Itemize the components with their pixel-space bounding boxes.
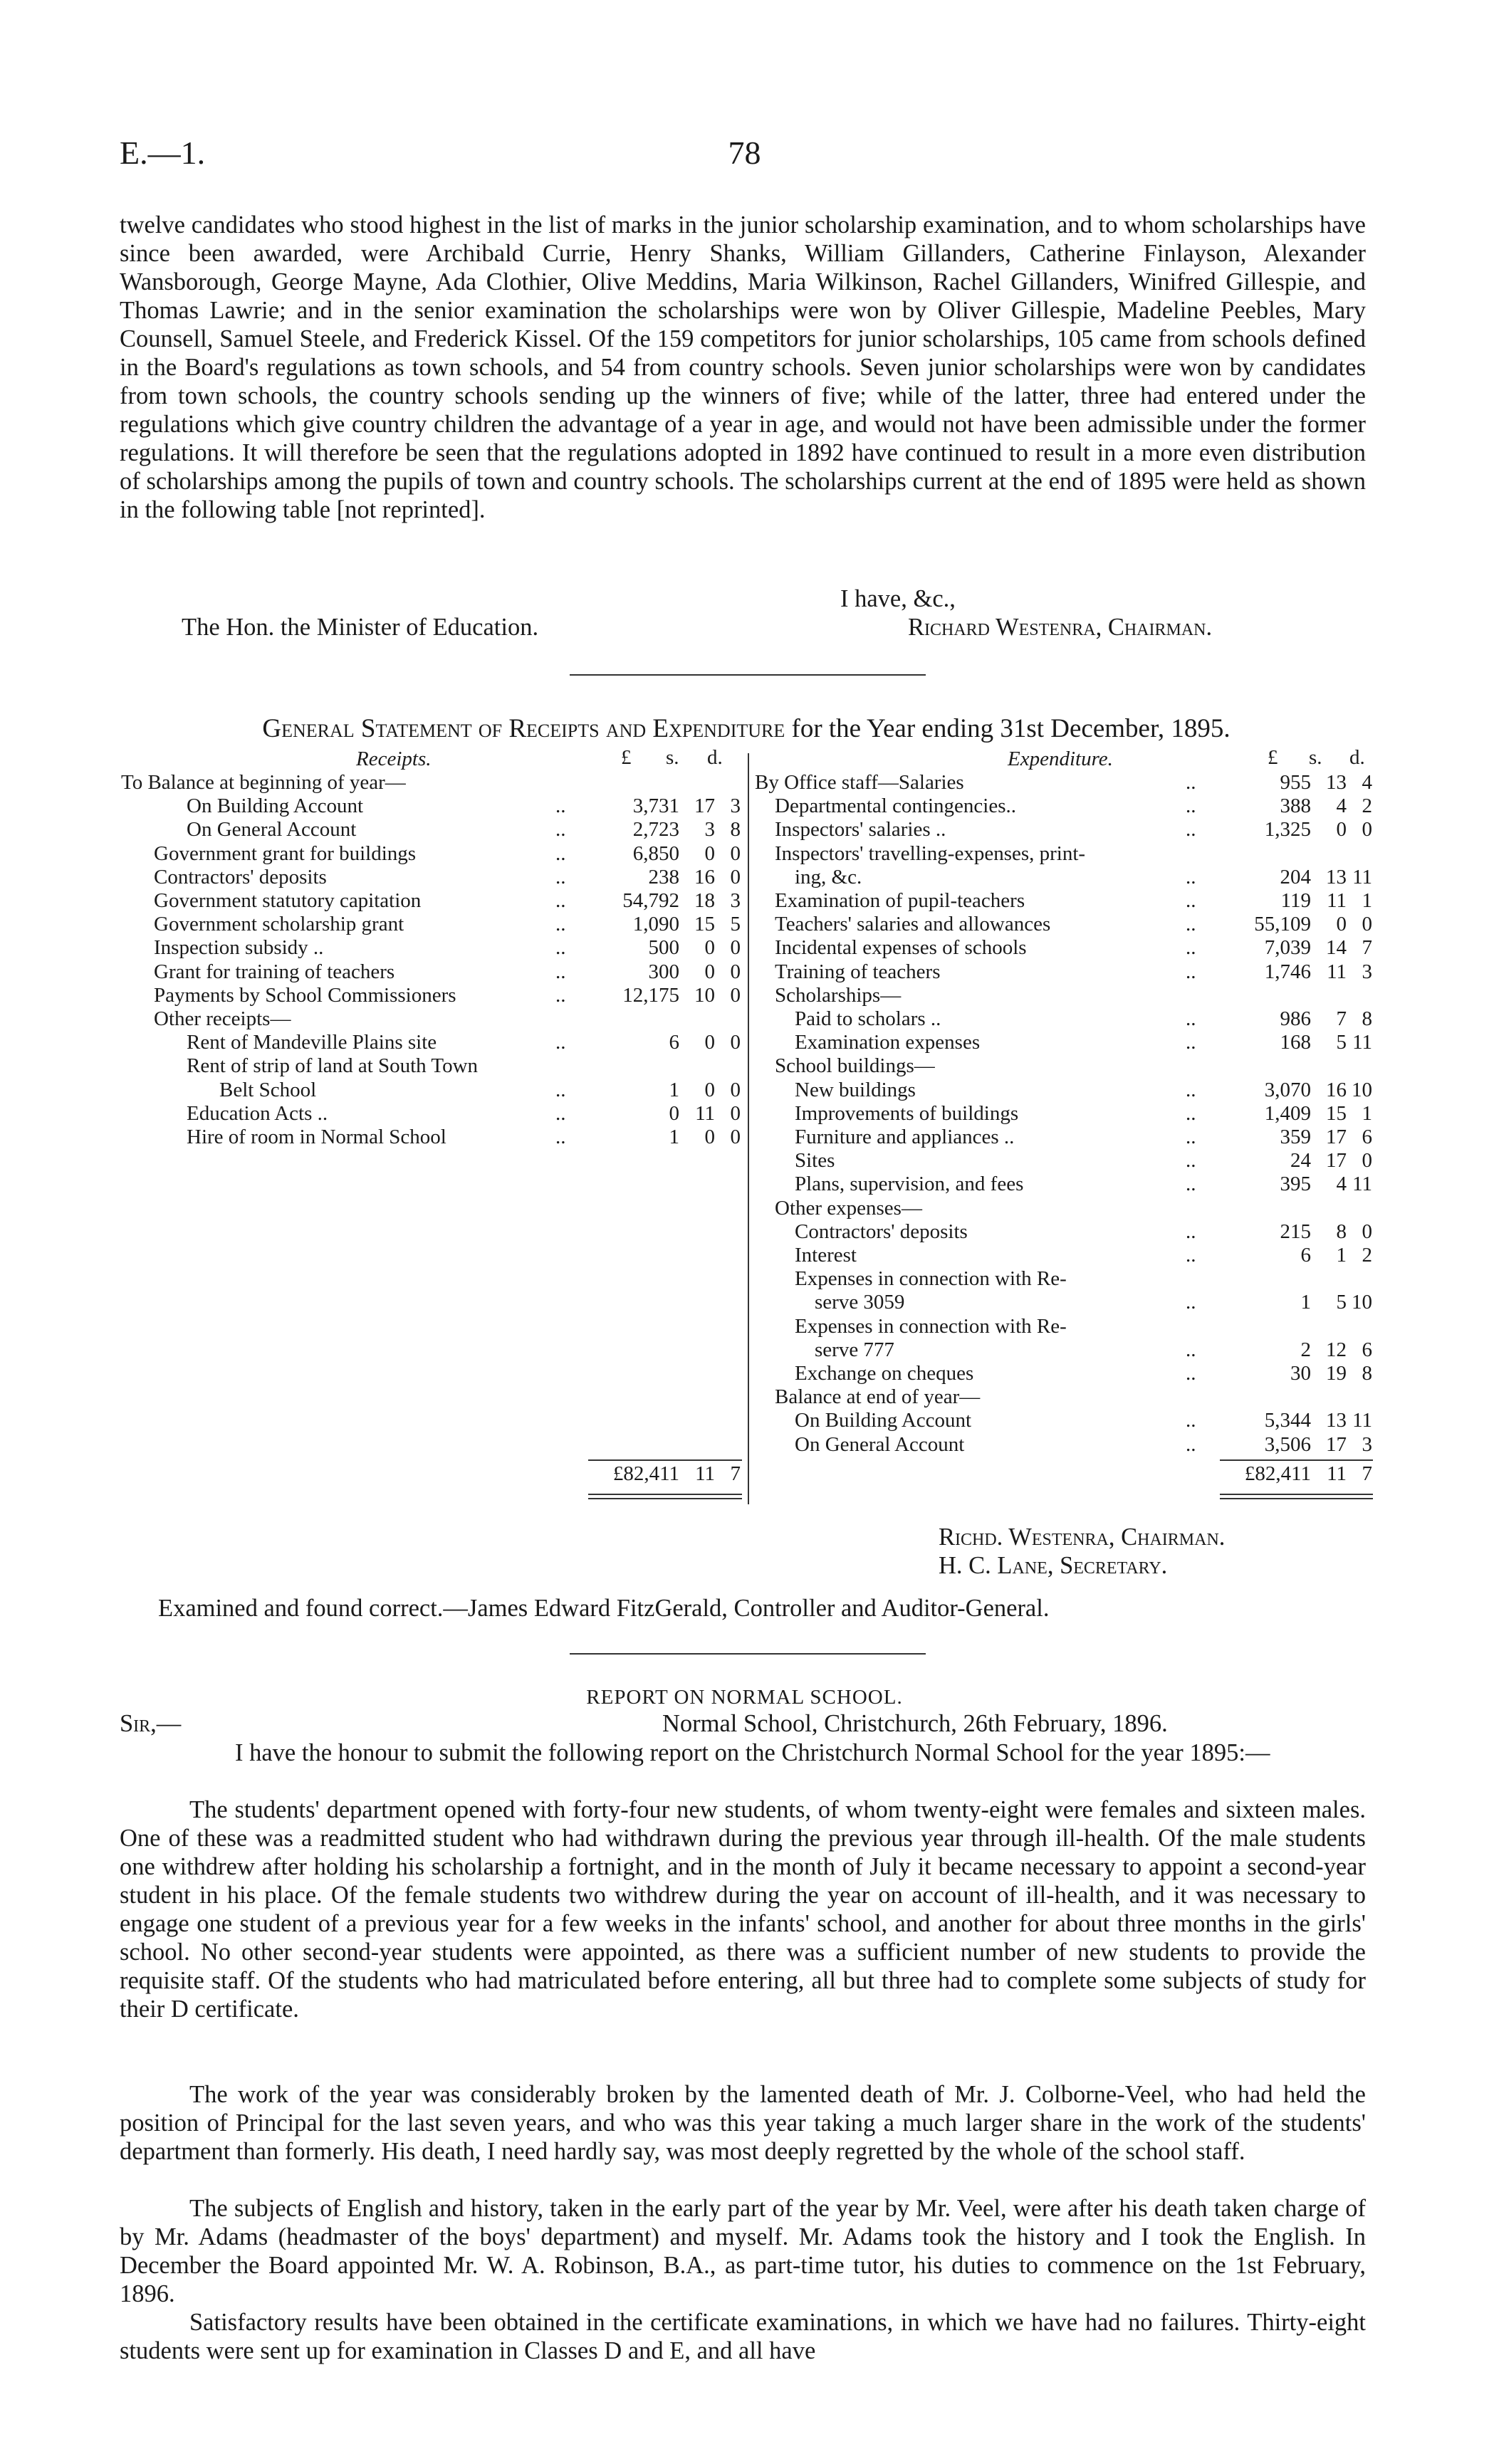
expenditure-row-shillings: 17: [1326, 1432, 1347, 1456]
expenditure-row-shillings: 11: [1327, 960, 1347, 983]
report-salutation: Sir,—: [120, 1710, 182, 1737]
receipts-total-rule-top: [588, 1459, 742, 1461]
receipts-row-pounds: 3,731: [632, 795, 679, 818]
receipts-unit-shillings: s.: [666, 746, 679, 769]
receipts-row-pence: 8: [730, 818, 741, 842]
expenditure-row-label: School buildings—: [775, 1054, 935, 1078]
expenditure-row-shillings: 17: [1326, 1149, 1347, 1173]
expenditure-row-pence: 0: [1362, 913, 1372, 936]
receipts-row-pounds: 500: [648, 936, 679, 960]
expenditure-row-pence: 4: [1362, 771, 1372, 794]
expenditure-row-pounds: 168: [1280, 1031, 1311, 1054]
receipts-total-shillings: 11: [695, 1462, 715, 1485]
expenditure-heading: Expenditure.: [1008, 748, 1113, 770]
expenditure-row-pounds: 3,506: [1264, 1432, 1311, 1456]
receipts-row-label: Inspection subsidy ..: [154, 936, 324, 960]
expenditure-row-pounds: 204: [1280, 865, 1311, 888]
receipts-row-leader: ..: [555, 865, 566, 888]
expenditure-row-label: Plans, supervision, and fees: [795, 1173, 1024, 1196]
receipts-row-label: Rent of Mandeville Plains site: [187, 1031, 437, 1054]
expenditure-row-pence: 11: [1352, 1173, 1372, 1196]
expenditure-row-pence: 6: [1362, 1126, 1372, 1148]
receipts-row-pounds: 54,792: [622, 889, 679, 912]
expenditure-row-pounds: 7,039: [1264, 936, 1311, 960]
receipts-row-pence: 0: [730, 1078, 741, 1101]
receipts-row-shillings: 0: [704, 1031, 715, 1054]
receipts-row-label: Contractors' deposits: [154, 865, 327, 888]
statement-title-rest: for the Year ending 31st December, 1895.: [785, 714, 1231, 743]
receipts-row-pence: 0: [730, 865, 741, 888]
expenditure-row-pence: 2: [1362, 1244, 1372, 1267]
receipts-row-leader: ..: [555, 983, 566, 1007]
receipts-row-leader: ..: [555, 1078, 566, 1101]
receipts-row-leader: ..: [555, 795, 566, 818]
statement-title: [120, 713, 1373, 744]
intro-paragraph: twelve candidates who stood highest in the list of marks in the junior scholarship examination, and to whom scholarships have since been awarded, were Archibald Currie, Henry Shanks, William Gillanders, Catherine Finlayson, Alexander Wansborough, George Mayne, Ada Clothier, Olive Meddins, Maria Wilkinson, Rachel Gillanders, Winifred Gillespie, and Thomas Lawrie; and in the senior examination the scholarships were won by Oliver Gillespie, Madeline Peebles, Mary Counsell, Samuel Steele, and Frederick Kissel. Of the 159 competitors for junior scholarships, 105 came from schools defined in the Board's regulations as town schools, and 54 from country schools. Seven junior scholarships were won by candidates from town schools, the country schools sending up the winners of five; while of the latter, three had entered under the regulations which give country children the advantage of a year in age, and would not have been admissible under the former regulations. It will therefore be seen that the regulations adopted in 1892 have continued to result in a more even distribution of scholarships among the pupils of town and country schools. The scholarships current at the end of 1895 were held as shown in the following table [not reprinted].: [120, 211, 1366, 523]
expenditure-row-leader: ..: [1186, 771, 1196, 794]
expenditure-total-rule-top: [1220, 1459, 1373, 1461]
receipts-total-rule-b: [588, 1498, 742, 1499]
expenditure-row-label: serve 3059: [815, 1291, 905, 1314]
expenditure-row-leader: ..: [1186, 1362, 1196, 1385]
receipts-row-pence: 0: [730, 1031, 741, 1054]
expenditure-row-shillings: 4: [1336, 1173, 1347, 1196]
expenditure-row-pounds: 215: [1280, 1220, 1311, 1243]
expenditure-row-shillings: 13: [1326, 1409, 1347, 1432]
expenditure-row-label: Paid to scholars ..: [795, 1007, 941, 1030]
expenditure-row-label: Teachers' salaries and allowances: [775, 913, 1051, 936]
receipts-row-leader: ..: [555, 1101, 566, 1125]
expenditure-row-label: On General Account: [795, 1432, 965, 1456]
report-paragraph-4: The subjects of English and history, taken in the early part of the year by Mr. Veel, were after his death taken charge of by Mr. Adams (headmaster of the boys' department) and myself. Mr. Adams took the history and I took the English. In December the Board appointed Mr. W. A. Robinson, B.A., as part-time tutor, his duties to commence on the 1st February, 1896.: [120, 2195, 1366, 2307]
expenditure-row-pounds: 55,109: [1254, 913, 1311, 936]
expenditure-row-label: serve 777: [815, 1338, 894, 1361]
expenditure-row-pounds: 395: [1280, 1173, 1311, 1196]
expenditure-row-pence: 1: [1362, 1101, 1372, 1125]
receipts-row-label: Other receipts—: [154, 1007, 291, 1030]
signature-secretary: H. C. Lane, Secretary.: [939, 1552, 1168, 1579]
expenditure-row-label: Examination of pupil-teachers: [775, 889, 1025, 912]
receipts-row-shillings: 0: [704, 960, 715, 983]
expenditure-row-shillings: 0: [1336, 913, 1347, 936]
expenditure-row-pounds: 24: [1290, 1149, 1311, 1173]
receipts-row-pence: 0: [730, 1126, 741, 1148]
expenditure-total-rule-a: [1220, 1494, 1373, 1495]
expenditure-row-shillings: 16: [1326, 1078, 1347, 1101]
expenditure-row-pounds: 955: [1280, 771, 1311, 794]
receipts-row-leader: ..: [555, 913, 566, 936]
expenditure-row-pence: 8: [1362, 1362, 1372, 1385]
receipts-unit-pounds: £: [621, 746, 632, 769]
report-title: REPORT ON NORMAL SCHOOL.: [586, 1686, 903, 1709]
receipts-row-label: On Building Account: [187, 795, 364, 818]
expenditure-row-label: Incidental expenses of schools: [775, 936, 1027, 960]
expenditure-row-shillings: 5: [1336, 1291, 1347, 1314]
expenditure-row-pounds: 1,746: [1264, 960, 1311, 983]
receipts-row-leader: ..: [555, 818, 566, 842]
expenditure-row-label: Examination expenses: [795, 1031, 981, 1054]
receipts-row-shillings: 0: [704, 1126, 715, 1148]
receipts-total-pence: 7: [730, 1462, 741, 1485]
expenditure-row-leader: ..: [1186, 865, 1196, 888]
receipts-row-shillings: 18: [694, 889, 715, 912]
expenditure-row-leader: ..: [1186, 936, 1196, 960]
receipts-row-pence: 5: [730, 913, 741, 936]
receipts-row-leader: ..: [555, 889, 566, 912]
expenditure-total-pounds: £82,411: [1244, 1462, 1311, 1485]
expenditure-row-leader: ..: [1186, 818, 1196, 842]
receipts-row-label: To Balance at beginning of year—: [121, 771, 406, 794]
expenditure-row-pence: 6: [1362, 1338, 1372, 1361]
receipts-row-shillings: 16: [694, 865, 715, 888]
expenditure-row-pence: 10: [1352, 1291, 1372, 1314]
expenditure-row-pounds: 986: [1280, 1007, 1311, 1030]
receipts-row-pence: 3: [730, 795, 741, 818]
receipts-row-label: Government grant for buildings: [154, 842, 417, 865]
receipts-heading: Receipts.: [356, 748, 432, 770]
expenditure-row-shillings: 0: [1336, 818, 1347, 842]
expenditure-row-pounds: 3,070: [1264, 1078, 1311, 1101]
expenditure-row-shillings: 7: [1336, 1007, 1347, 1030]
expenditure-row-pounds: 6: [1300, 1244, 1311, 1267]
expenditure-row-label: Expenses in connection with Re-: [795, 1314, 1067, 1338]
expenditure-row-leader: ..: [1186, 1409, 1196, 1432]
expenditure-row-pence: 10: [1352, 1078, 1372, 1101]
expenditure-row-shillings: 19: [1326, 1362, 1347, 1385]
expenditure-row-leader: ..: [1186, 1101, 1196, 1125]
receipts-row-pounds: 6: [669, 1031, 679, 1054]
expenditure-total-pence: 7: [1362, 1462, 1372, 1485]
expenditure-row-label: ing, &c.: [795, 865, 862, 888]
expenditure-row-pounds: 2: [1300, 1338, 1311, 1361]
receipts-row-pounds: 0: [669, 1101, 679, 1125]
receipts-row-label: On General Account: [187, 818, 357, 842]
expenditure-row-shillings: 5: [1336, 1031, 1347, 1054]
receipts-total-rule-a: [588, 1494, 742, 1495]
document-code: E.—1.: [120, 135, 206, 171]
expenditure-row-label: Sites: [795, 1149, 835, 1173]
expenditure-row-label: On Building Account: [795, 1409, 972, 1432]
expenditure-row-label: Interest: [795, 1244, 857, 1267]
receipts-row-label: Hire of room in Normal School: [187, 1126, 446, 1148]
expenditure-row-leader: ..: [1186, 1007, 1196, 1030]
expenditure-row-pence: 0: [1362, 818, 1372, 842]
receipts-unit-pence: d.: [707, 746, 723, 769]
receipts-row-pence: 0: [730, 936, 741, 960]
expenditure-row-pounds: 1: [1300, 1291, 1311, 1314]
expenditure-row-leader: ..: [1186, 1432, 1196, 1456]
receipts-row-label: Government scholarship grant: [154, 913, 404, 936]
expenditure-unit-shillings: s.: [1309, 746, 1322, 769]
expenditure-row-shillings: 13: [1326, 771, 1347, 794]
expenditure-unit-pence: d.: [1349, 746, 1365, 769]
expenditure-row-pence: 8: [1362, 1007, 1372, 1030]
expenditure-row-leader: ..: [1186, 1291, 1196, 1314]
receipts-row-pence: 3: [730, 889, 741, 912]
section-divider: [570, 674, 926, 676]
receipts-row-shillings: 17: [694, 795, 715, 818]
closing-salutation: I have, &c.,: [840, 585, 956, 612]
expenditure-row-leader: ..: [1186, 1173, 1196, 1196]
expenditure-row-leader: ..: [1186, 913, 1196, 936]
report-paragraph-5: Satisfactory results have been obtained in the certificate examinations, in which we have had no failures. Thirty-eight students were sent up for examination in Classes D and E, and all have: [120, 2309, 1366, 2364]
closing-signatory: Richard Westenra, Chairman.: [908, 614, 1213, 641]
expenditure-row-pence: 11: [1352, 1409, 1372, 1432]
receipts-row-label: Belt School: [219, 1078, 317, 1101]
expenditure-row-shillings: 12: [1326, 1338, 1347, 1361]
receipts-row-pounds: 1: [669, 1126, 679, 1148]
expenditure-row-leader: ..: [1186, 1031, 1196, 1054]
expenditure-row-label: Scholarships—: [775, 983, 902, 1007]
receipts-row-pence: 0: [730, 960, 741, 983]
expenditure-row-label: Inspectors' salaries ..: [775, 818, 946, 842]
expenditure-row-label: Exchange on cheques: [795, 1362, 974, 1385]
expenditure-total-rule-b: [1220, 1498, 1373, 1499]
expenditure-row-label: Improvements of buildings: [795, 1101, 1019, 1125]
expenditure-row-label: Inspectors' travelling-expenses, print-: [775, 842, 1086, 865]
expenditure-row-leader: ..: [1186, 960, 1196, 983]
expenditure-row-pounds: 1,325: [1264, 818, 1311, 842]
receipts-row-label: Rent of strip of land at South Town: [187, 1054, 479, 1078]
expenditure-row-pence: 2: [1362, 795, 1372, 818]
expenditure-row-leader: ..: [1186, 1220, 1196, 1243]
receipts-row-pounds: 2,723: [632, 818, 679, 842]
receipts-row-label: Education Acts ..: [187, 1101, 328, 1125]
receipts-row-leader: ..: [555, 960, 566, 983]
report-paragraph-1: I have the honour to submit the following report on the Christchurch Normal School for the year 1895:—: [235, 1739, 1270, 1766]
expenditure-row-pounds: 1,409: [1264, 1101, 1311, 1125]
expenditure-row-leader: ..: [1186, 795, 1196, 818]
expenditure-row-label: Contractors' deposits: [795, 1220, 968, 1243]
expenditure-row-label: Other expenses—: [775, 1196, 922, 1220]
receipts-row-pounds: 1,090: [632, 913, 679, 936]
receipts-row-shillings: 0: [704, 1078, 715, 1101]
expenditure-row-pence: 3: [1362, 960, 1372, 983]
expenditure-row-shillings: 17: [1326, 1126, 1347, 1148]
expenditure-row-leader: ..: [1186, 1078, 1196, 1101]
statement-title-caps: General Statement of Receipts and Expenditure: [262, 714, 785, 743]
receipts-row-shillings: 3: [704, 818, 715, 842]
expenditure-row-shillings: 15: [1326, 1101, 1347, 1125]
expenditure-row-label: Departmental contingencies..: [775, 795, 1017, 818]
receipts-total-pounds: £82,411: [612, 1462, 679, 1485]
expenditure-row-leader: ..: [1186, 889, 1196, 912]
receipts-row-shillings: 11: [695, 1101, 715, 1125]
auditor-note: Examined and found correct.—James Edward FitzGerald, Controller and Auditor-General.: [158, 1595, 1050, 1622]
page-number: 78: [728, 135, 761, 171]
expenditure-row-leader: ..: [1186, 1244, 1196, 1267]
section-divider-2: [570, 1653, 926, 1655]
expenditure-row-pounds: 5,344: [1264, 1409, 1311, 1432]
expenditure-row-shillings: 13: [1326, 865, 1347, 888]
expenditure-row-label: Training of teachers: [775, 960, 941, 983]
receipts-row-label: Grant for training of teachers: [154, 960, 395, 983]
receipts-row-pounds: 238: [648, 865, 679, 888]
expenditure-row-shillings: 1: [1336, 1244, 1347, 1267]
receipts-row-shillings: 10: [694, 983, 715, 1007]
receipts-row-leader: ..: [555, 936, 566, 960]
expenditure-row-label: Furniture and appliances ..: [795, 1126, 1015, 1148]
expenditure-row-pence: 7: [1362, 936, 1372, 960]
expenditure-row-pence: 1: [1362, 889, 1372, 912]
receipts-row-shillings: 0: [704, 842, 715, 865]
expenditure-row-shillings: 11: [1327, 889, 1347, 912]
report-paragraph-2: The students' department opened with forty-four new students, of whom twenty-eight were females and sixteen males. One of these was a readmitted student who had withdrawn during the previous year through ill-health. Of the male students one withdrew after holding his scholarship a fortnight, and in the month of July it became necessary to appoint a second-year student in his place. Of the female students two withdrew during the year on account of ill-health, and it was necessary to engage one student of a previous year for a few weeks in the infants' school, and another for about three months in the girls' school. No other second-year students were appointed, as there was a sufficient number of new students to provide the requisite staff. Of the students who had matriculated before entering, all but three had to complete some subjects of study for their D certificate.: [120, 1796, 1366, 2023]
expenditure-row-pence: 11: [1352, 1031, 1372, 1054]
expenditure-row-leader: ..: [1186, 1126, 1196, 1148]
expenditure-row-pounds: 359: [1280, 1126, 1311, 1148]
receipts-row-pence: 0: [730, 842, 741, 865]
receipts-row-leader: ..: [555, 1031, 566, 1054]
report-paragraph-3: The work of the year was considerably broken by the lamented death of Mr. J. Colborne-Veel, who had held the position of Principal for the last seven years, and who was this year taking a much larger share in the work of the students' department than formerly. His death, I need hardly say, was most deeply regretted by the whole of the school staff.: [120, 2081, 1366, 2165]
receipts-row-pence: 0: [730, 983, 741, 1007]
receipts-row-label: Government statutory capitation: [154, 889, 422, 912]
receipts-row-pounds: 12,175: [622, 983, 679, 1007]
expenditure-total-shillings: 11: [1327, 1462, 1347, 1485]
expenditure-row-label: New buildings: [795, 1078, 916, 1101]
expenditure-row-pence: 3: [1362, 1432, 1372, 1456]
expenditure-row-shillings: 14: [1326, 936, 1347, 960]
expenditure-row-pounds: 388: [1280, 795, 1311, 818]
receipts-row-label: Payments by School Commissioners: [154, 983, 456, 1007]
expenditure-row-leader: ..: [1186, 1338, 1196, 1361]
column-divider: [748, 753, 749, 1504]
receipts-row-shillings: 15: [694, 913, 715, 936]
expenditure-row-label: Balance at end of year—: [775, 1385, 981, 1409]
expenditure-row-leader: ..: [1186, 1149, 1196, 1173]
expenditure-row-pence: 0: [1362, 1149, 1372, 1173]
expenditure-row-shillings: 8: [1336, 1220, 1347, 1243]
expenditure-unit-pounds: £: [1268, 746, 1278, 769]
report-dateline: Normal School, Christchurch, 26th February, 1896.: [662, 1710, 1168, 1737]
expenditure-row-label: Expenses in connection with Re-: [795, 1267, 1067, 1291]
expenditure-row-pence: 11: [1352, 865, 1372, 888]
receipts-row-pounds: 1: [669, 1078, 679, 1101]
expenditure-row-pounds: 30: [1290, 1362, 1311, 1385]
expenditure-row-shillings: 4: [1336, 795, 1347, 818]
signature-chairman: Richd. Westenra, Chairman.: [939, 1524, 1226, 1551]
receipts-row-pence: 0: [730, 1101, 741, 1125]
receipts-row-leader: ..: [555, 842, 566, 865]
expenditure-row-pounds: 119: [1280, 889, 1311, 912]
receipts-row-shillings: 0: [704, 936, 715, 960]
receipts-row-pounds: 300: [648, 960, 679, 983]
closing-addressee: The Hon. the Minister of Education.: [182, 614, 539, 641]
expenditure-row-label: By Office staff—Salaries: [755, 771, 964, 794]
receipts-row-pounds: 6,850: [632, 842, 679, 865]
receipts-row-leader: ..: [555, 1126, 566, 1148]
expenditure-row-pence: 0: [1362, 1220, 1372, 1243]
